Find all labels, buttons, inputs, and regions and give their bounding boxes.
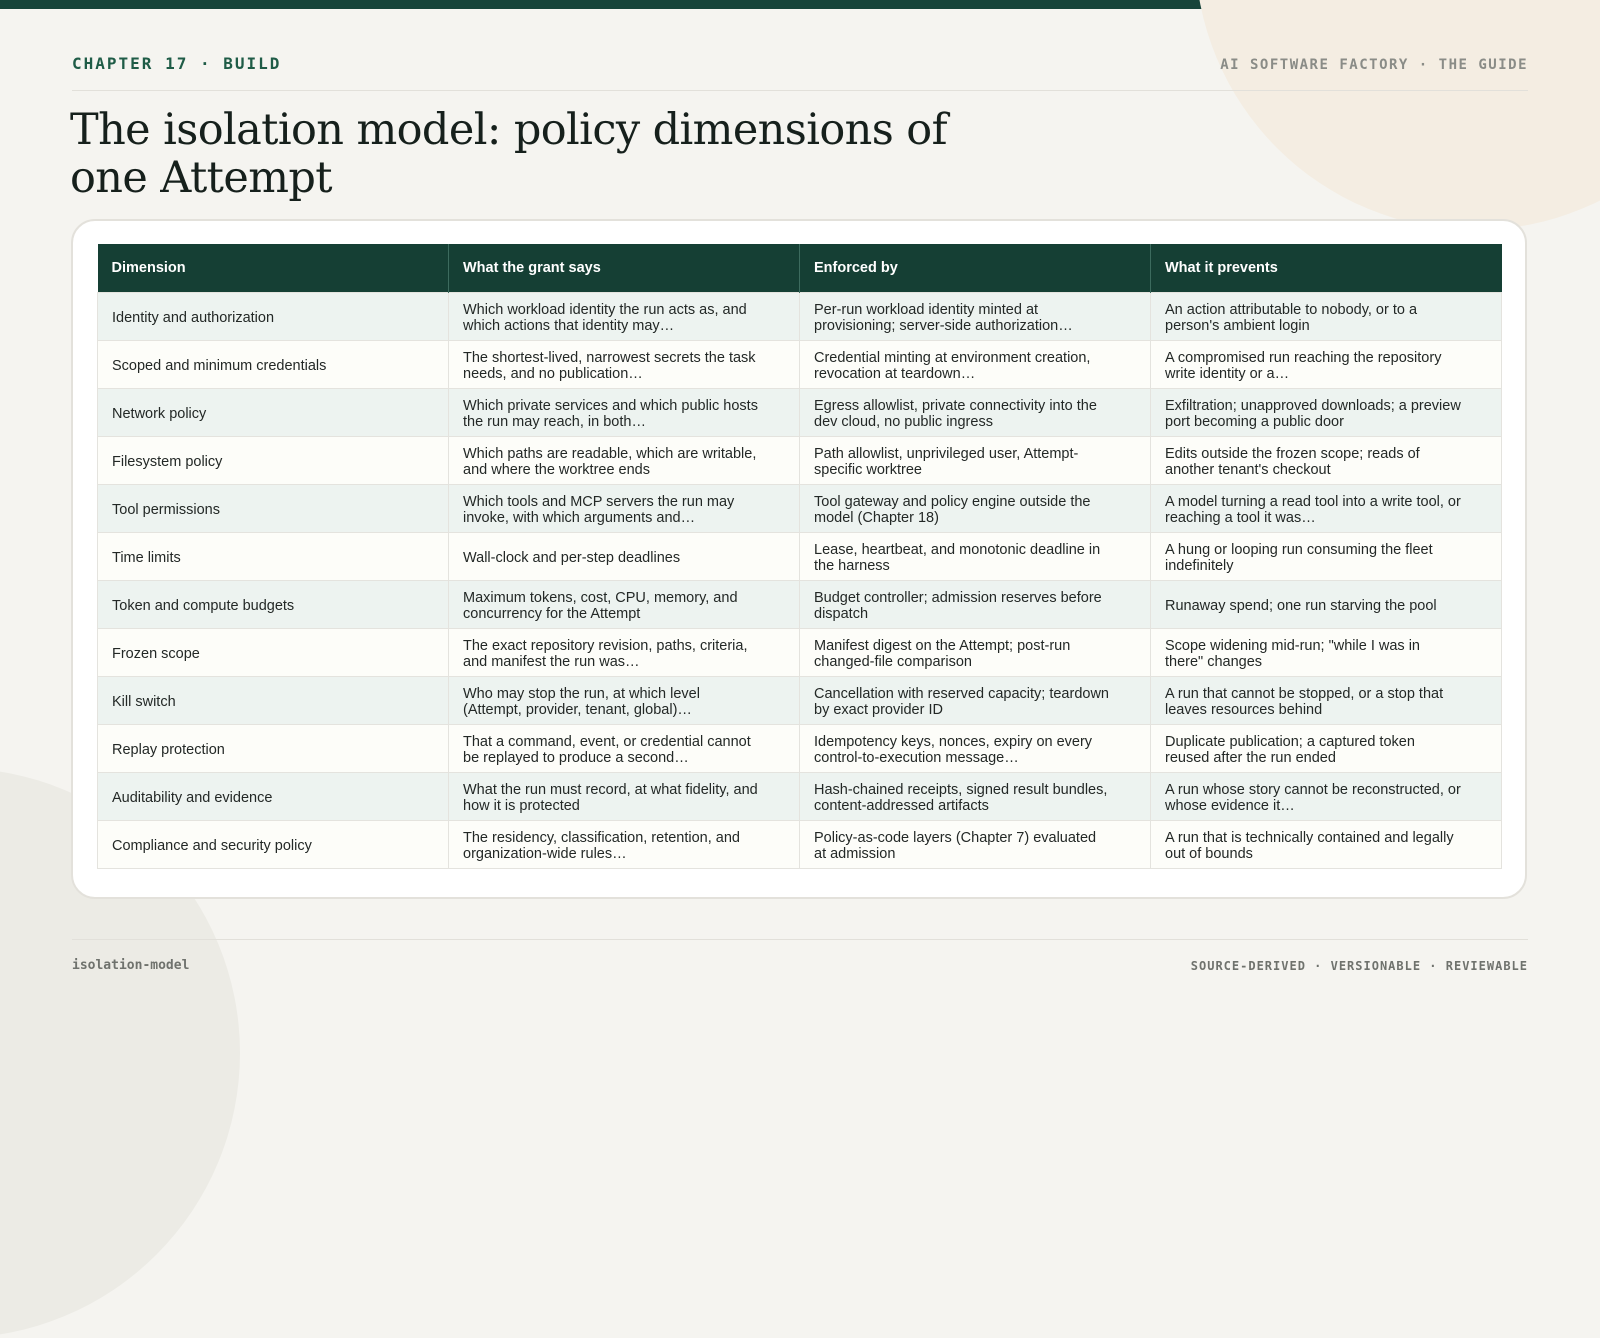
table-row bbox=[98, 340, 1502, 388]
cell-grant-text: The shortest-lived, narrowest secrets the task needs, and no publication… bbox=[463, 349, 756, 382]
cell-grant-text: Wall-clock and per-step deadlines bbox=[463, 549, 681, 566]
column-header-prevents: What it prevents bbox=[1151, 244, 1502, 292]
cell-dimension-text: Replay protection bbox=[112, 741, 225, 758]
cell-enforced-by bbox=[800, 676, 1151, 724]
cell-prevents bbox=[1151, 340, 1502, 388]
cell-dimension-text: Auditability and evidence bbox=[112, 789, 273, 806]
cell-grant bbox=[449, 388, 800, 436]
cell-dimension bbox=[98, 292, 449, 340]
footer-slug: isolation-model bbox=[72, 958, 190, 973]
cell-dimension bbox=[98, 772, 449, 820]
cell-enforced-by bbox=[800, 724, 1151, 772]
footer-tagline: SOURCE-DERIVED · VERSIONABLE · REVIEWABLE bbox=[1190, 959, 1528, 973]
cell-grant-text: Maximum tokens, cost, CPU, memory, and concurrency for the Attempt bbox=[463, 589, 738, 622]
column-header-enforced-by: Enforced by bbox=[800, 244, 1151, 292]
cell-dimension bbox=[98, 340, 449, 388]
cell-dimension-text: Kill switch bbox=[112, 693, 176, 710]
cell-prevents bbox=[1151, 580, 1502, 628]
cell-enforced-by bbox=[800, 340, 1151, 388]
cell-dimension bbox=[98, 484, 449, 532]
table-row bbox=[98, 676, 1502, 724]
table-row bbox=[98, 292, 1502, 340]
cell-prevents bbox=[1151, 676, 1502, 724]
table-row bbox=[98, 436, 1502, 484]
cell-enforced-by-text: Credential minting at environment creation, revocation at teardown… bbox=[814, 349, 1091, 382]
column-header-grant: What the grant says bbox=[449, 244, 800, 292]
guide-label: AI SOFTWARE FACTORY · THE GUIDE bbox=[1220, 57, 1528, 73]
cell-dimension-text: Network policy bbox=[112, 405, 207, 422]
cell-enforced-by-text: Cancellation with reserved capacity; teardown by exact provider ID bbox=[814, 685, 1109, 718]
cell-dimension bbox=[98, 532, 449, 580]
cell-prevents bbox=[1151, 484, 1502, 532]
cell-dimension-text: Scoped and minimum credentials bbox=[112, 357, 327, 374]
cell-prevents bbox=[1151, 532, 1502, 580]
cell-prevents bbox=[1151, 628, 1502, 676]
cell-grant bbox=[449, 484, 800, 532]
cell-dimension bbox=[98, 580, 449, 628]
cell-grant bbox=[449, 724, 800, 772]
cell-grant bbox=[449, 628, 800, 676]
chapter-label: CHAPTER 17 · BUILD bbox=[72, 54, 282, 73]
cell-dimension-text: Filesystem policy bbox=[112, 453, 223, 470]
cell-grant bbox=[449, 820, 800, 868]
cell-prevents-text: A model turning a read tool into a write tool, or reaching a tool it was… bbox=[1165, 493, 1461, 526]
cell-dimension bbox=[98, 820, 449, 868]
cell-enforced-by-text: Budget controller; admission reserves before dispatch bbox=[814, 589, 1102, 622]
table-row bbox=[98, 580, 1502, 628]
cell-prevents-text: A run whose story cannot be reconstructed, or whose evidence it… bbox=[1165, 781, 1461, 814]
table-row bbox=[98, 628, 1502, 676]
cell-grant-text: The exact repository revision, paths, criteria, and manifest the run was… bbox=[463, 637, 748, 670]
page-title: The isolation model: policy dimensions of one Attempt bbox=[70, 105, 947, 203]
cell-prevents-text: A compromised run reaching the repository write identity or a… bbox=[1165, 349, 1442, 382]
table-row bbox=[98, 724, 1502, 772]
cell-grant-text: What the run must record, at what fidelity, and how it is protected bbox=[463, 781, 758, 814]
cell-grant-text: The residency, classification, retention, and organization-wide rules… bbox=[463, 829, 740, 862]
cell-prevents bbox=[1151, 724, 1502, 772]
policy-dimensions-table bbox=[97, 244, 1502, 869]
cell-enforced-by bbox=[800, 388, 1151, 436]
table-card bbox=[71, 219, 1527, 899]
cell-enforced-by-text: Lease, heartbeat, and monotonic deadline in the harness bbox=[814, 541, 1101, 574]
cell-prevents-text: A hung or looping run consuming the fleet indefinitely bbox=[1165, 541, 1433, 574]
cell-prevents bbox=[1151, 820, 1502, 868]
cell-prevents bbox=[1151, 772, 1502, 820]
cell-prevents-text: A run that is technically contained and legally out of bounds bbox=[1165, 829, 1454, 862]
cell-dimension-text: Token and compute budgets bbox=[112, 597, 295, 614]
cell-enforced-by bbox=[800, 580, 1151, 628]
cell-dimension-text: Identity and authorization bbox=[112, 309, 275, 326]
cell-grant-text: Which tools and MCP servers the run may invoke, with which arguments and… bbox=[463, 493, 735, 526]
page-header bbox=[72, 50, 1528, 91]
cell-enforced-by bbox=[800, 820, 1151, 868]
cell-enforced-by bbox=[800, 532, 1151, 580]
cell-grant-text: Which private services and which public hosts the run may reach, in both… bbox=[463, 397, 758, 430]
cell-dimension-text: Compliance and security policy bbox=[112, 837, 312, 854]
cell-enforced-by bbox=[800, 292, 1151, 340]
cell-grant bbox=[449, 772, 800, 820]
cell-enforced-by bbox=[800, 484, 1151, 532]
cell-grant bbox=[449, 580, 800, 628]
table-row bbox=[98, 772, 1502, 820]
table-row bbox=[98, 484, 1502, 532]
cell-dimension bbox=[98, 628, 449, 676]
cell-enforced-by bbox=[800, 772, 1151, 820]
cell-prevents-text: A run that cannot be stopped, or a stop that leaves resources behind bbox=[1165, 685, 1444, 718]
cell-grant-text: That a command, event, or credential cannot be replayed to produce a second… bbox=[463, 733, 751, 766]
table-row bbox=[98, 820, 1502, 868]
cell-dimension bbox=[98, 676, 449, 724]
cell-prevents-text: Runaway spend; one run starving the pool bbox=[1165, 597, 1437, 614]
cell-grant-text: Which paths are readable, which are writable, and where the worktree ends bbox=[463, 445, 757, 478]
table-body bbox=[98, 292, 1502, 868]
cell-grant-text: Which workload identity the run acts as, and which actions that identity may… bbox=[463, 301, 747, 334]
cell-dimension-text: Time limits bbox=[112, 549, 181, 566]
cell-enforced-by-text: Hash-chained receipts, signed result bundles, content-addressed artifacts bbox=[814, 781, 1108, 814]
cell-grant-text: Who may stop the run, at which level (Attempt, provider, tenant, global)… bbox=[463, 685, 700, 718]
cell-enforced-by bbox=[800, 628, 1151, 676]
cell-enforced-by bbox=[800, 436, 1151, 484]
cell-enforced-by-text: Path allowlist, unprivileged user, Attempt-specific worktree bbox=[814, 445, 1079, 478]
cell-enforced-by-text: Per-run workload identity minted at provisioning; server-side authorization… bbox=[814, 301, 1073, 334]
column-header-dimension: Dimension bbox=[98, 244, 449, 292]
cell-prevents-text: Scope widening mid-run; "while I was in there" changes bbox=[1165, 637, 1420, 670]
cell-enforced-by-text: Egress allowlist, private connectivity into the dev cloud, no public ingress bbox=[814, 397, 1097, 430]
cell-grant bbox=[449, 532, 800, 580]
cell-dimension bbox=[98, 436, 449, 484]
cell-prevents-text: Exfiltration; unapproved downloads; a preview port becoming a public door bbox=[1165, 397, 1461, 430]
cell-prevents-text: Duplicate publication; a captured token reused after the run ended bbox=[1165, 733, 1415, 766]
cell-dimension-text: Frozen scope bbox=[112, 645, 200, 662]
cell-grant bbox=[449, 676, 800, 724]
table-header-row bbox=[98, 244, 1502, 292]
cell-grant bbox=[449, 340, 800, 388]
cell-dimension bbox=[98, 388, 449, 436]
cell-enforced-by-text: Manifest digest on the Attempt; post-run changed-file comparison bbox=[814, 637, 1071, 670]
cell-dimension bbox=[98, 724, 449, 772]
cell-prevents bbox=[1151, 388, 1502, 436]
cell-grant bbox=[449, 292, 800, 340]
decorative-circle-top-right bbox=[1195, 0, 1600, 230]
cell-grant bbox=[449, 436, 800, 484]
cell-prevents-text: An action attributable to nobody, or to a person's ambient login bbox=[1165, 301, 1418, 334]
table-row bbox=[98, 388, 1502, 436]
cell-prevents bbox=[1151, 436, 1502, 484]
table-row bbox=[98, 532, 1502, 580]
cell-enforced-by-text: Idempotency keys, nonces, expiry on every control-to-execution message… bbox=[814, 733, 1093, 766]
cell-enforced-by-text: Policy-as-code layers (Chapter 7) evaluated at admission bbox=[814, 829, 1097, 862]
page-footer bbox=[72, 939, 1528, 976]
cell-dimension-text: Tool permissions bbox=[112, 501, 220, 518]
cell-prevents-text: Edits outside the frozen scope; reads of another tenant's checkout bbox=[1165, 445, 1420, 478]
cell-enforced-by-text: Tool gateway and policy engine outside the model (Chapter 18) bbox=[814, 493, 1091, 526]
cell-prevents bbox=[1151, 292, 1502, 340]
